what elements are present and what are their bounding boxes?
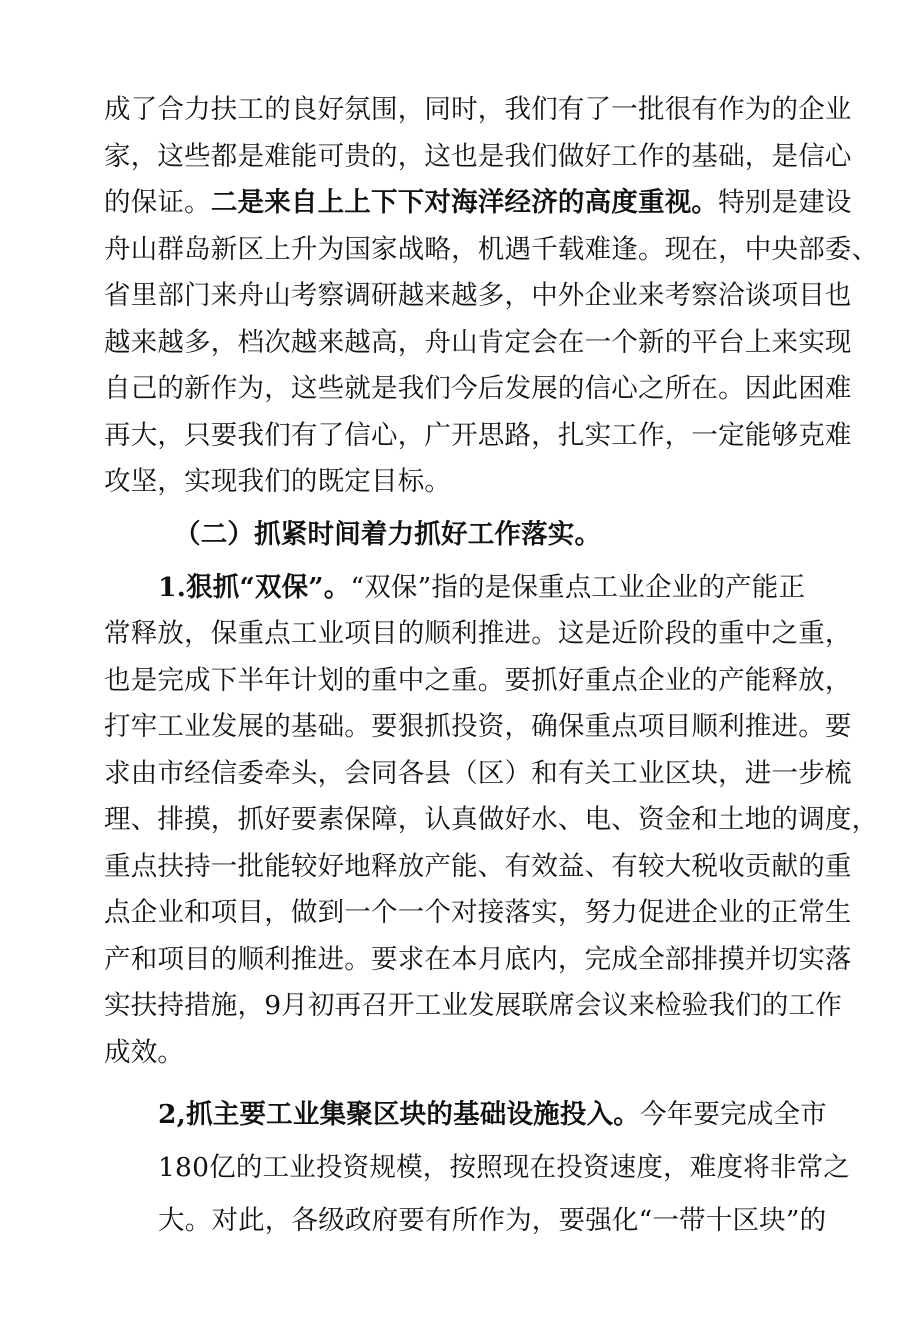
text-run: 常释放，保重点工业项目的顺利推进。这是近阶段的重中之重， — [104, 618, 852, 649]
text-run: 打牢工业发展的基础。要狠抓投资，确保重点项目顺利推进。要 — [104, 711, 852, 742]
text-run: 重点扶持一批能较好地释放产能、有效益、有较大税收贡献的重 — [104, 851, 852, 882]
section-heading — [174, 515, 601, 555]
text-run: “双保”指的是保重点工业企业的产能正 — [350, 572, 806, 603]
text-line — [104, 707, 852, 747]
text-line — [104, 90, 852, 130]
text-run: 舟山群岛新区上升为国家战略，机遇千载难逢。现在，中央部委、 — [104, 234, 879, 265]
text-line — [104, 183, 852, 223]
text-run: 家，这些都是难能可贵的，这也是我们做好工作的基础，是信心 — [104, 141, 852, 172]
text-line — [104, 847, 852, 887]
text-line — [104, 893, 852, 933]
text-run: 省里部门来舟山考察调研越来越多，中外企业来考察洽谈项目也 — [104, 280, 852, 311]
text-line — [104, 416, 852, 456]
text-line — [104, 276, 852, 316]
bold-heading-run: （二）抓紧时间着力抓好工作落实。 — [174, 519, 602, 550]
text-line — [104, 369, 852, 409]
text-run: 180亿的工业投资规模，按照现在投资速度，难度将非常之 — [158, 1152, 850, 1183]
text-line — [104, 1033, 184, 1073]
text-run: 越来越多，档次越来越高，舟山肯定会在一个新的平台上来实现 — [104, 327, 852, 358]
text-run: 大。对此，各级政府要有所作为，要强化“一带十区块”的 — [158, 1205, 827, 1236]
text-line — [104, 986, 842, 1026]
text-line — [104, 754, 852, 794]
text-line — [104, 940, 852, 980]
text-run: 自己的新作为，这些就是我们今后发展的信心之所在。因此困难 — [104, 373, 852, 404]
text-run: 求由市经信委牵头，会同各县（区）和有关工业区块，进一步梳 — [104, 758, 852, 789]
text-run: 成效。 — [104, 1037, 185, 1068]
bold-heading-run: 二是来自上上下下对海洋经济的高度重视。 — [210, 187, 719, 218]
text-run: 也是完成下半年计划的重中之重。要抓好重点企业的产能释放， — [104, 665, 852, 696]
text-run: 成了合力扶工的良好氛围，同时，我们有了一批很有作为的企业 — [104, 94, 852, 125]
text-line — [104, 323, 852, 363]
text-run: 点企业和项目，做到一个一个对接落实，努力促进企业的正常生 — [104, 897, 852, 928]
text-run: 实扶持措施，9月初再召开工业发展联席会议来检验我们的工作 — [104, 990, 842, 1021]
text-run: 特别是建设 — [718, 187, 852, 218]
text-run: 理、排摸，抓好要素保障，认真做好水、电、资金和土地的调度， — [104, 804, 879, 835]
text-line — [158, 1148, 850, 1188]
bold-heading-run: 1.狠抓“双保”。 — [158, 572, 351, 603]
text-line — [104, 230, 878, 270]
text-run: 产和项目的顺利推进。要求在本月底内，完成全部排摸并切实落 — [104, 944, 852, 975]
text-line — [104, 614, 852, 654]
text-line — [104, 800, 878, 840]
text-run: 再大，只要我们有了信心，广开思路，扎实工作，一定能够克难 — [104, 420, 852, 451]
text-run: 今年要完成全市 — [639, 1099, 827, 1130]
text-line — [158, 1201, 826, 1241]
bold-heading-run: 2,抓主要工业集聚区块的基础设施投入。 — [158, 1099, 640, 1130]
text-line — [158, 1095, 827, 1135]
text-line — [104, 137, 852, 177]
text-run: 的保证。 — [104, 187, 211, 218]
text-run: 攻坚，实现我们的既定目标。 — [104, 466, 452, 497]
text-line — [104, 661, 852, 701]
text-line — [104, 462, 451, 502]
text-line — [158, 568, 805, 608]
